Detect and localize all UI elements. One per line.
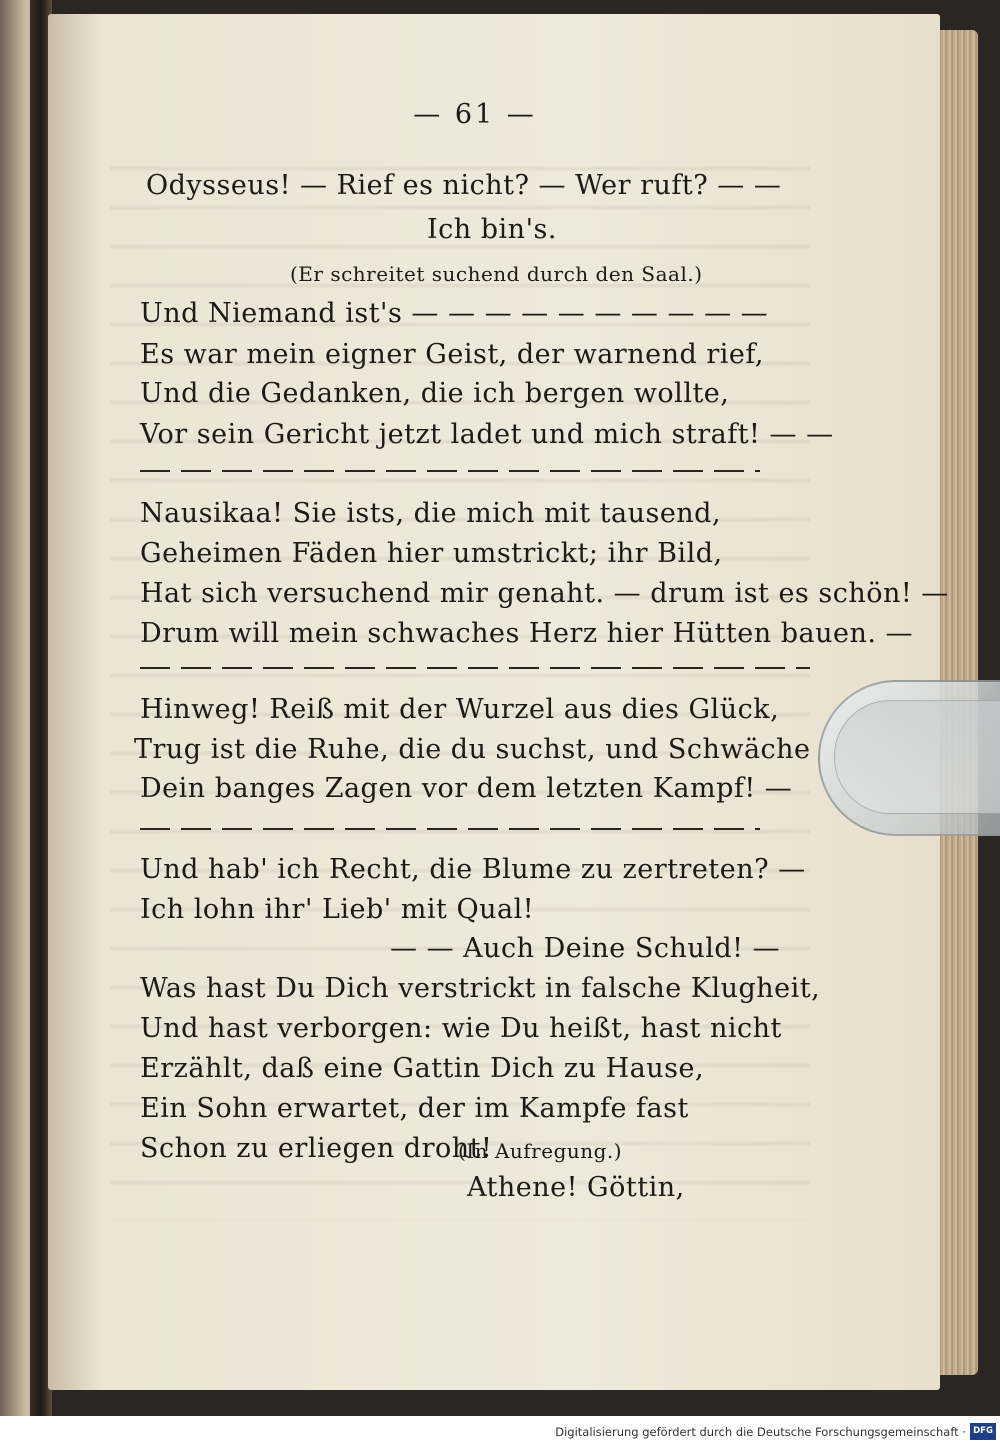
verse-line: Es war mein eigner Geist, der warnend rief, xyxy=(140,339,764,370)
verse-line: Athene! Göttin, xyxy=(467,1172,685,1203)
verse-line: — — Auch Deine Schuld! — xyxy=(390,933,781,964)
page-number: — 61 — xyxy=(413,99,537,130)
verse-line: Dein banges Zagen vor dem letzten Kampf! — xyxy=(140,773,793,804)
dash-divider xyxy=(140,470,760,472)
verse-line: Ich lohn ihr' Lieb' mit Qual! xyxy=(140,894,535,925)
verse-line: Und die Gedanken, die ich bergen wollte, xyxy=(140,378,730,409)
digitization-footer xyxy=(0,1416,1000,1448)
verse-line: Drum will mein schwaches Herz hier Hütten bauen. — xyxy=(140,618,914,649)
verse-line: Nausikaa! Sie ists, die mich mit tausend, xyxy=(140,498,722,529)
verse-line: Und hab' ich Recht, die Blume zu zertreten? — xyxy=(140,854,806,885)
page-clip-inner xyxy=(834,700,1000,814)
dash-divider xyxy=(140,828,760,830)
verse-line: Und Niemand ist's — — — — — — — — — — xyxy=(140,298,769,329)
verse-line: Erzählt, daß eine Gattin Dich zu Hause, xyxy=(140,1053,705,1084)
verse-line: Was hast Du Dich verstrickt in falsche Klugheit, xyxy=(140,973,821,1004)
verse-line: Vor sein Gericht jetzt ladet und mich straft! — — xyxy=(140,419,834,450)
funding-credit: Digitalisierung gefördert durch die Deutsche Forschungsgemeinschaft · xyxy=(555,1425,966,1439)
verse-line: Schon zu erliegen droht! xyxy=(140,1133,493,1164)
stage-direction: (In Aufregung.) xyxy=(458,1139,623,1163)
verse-line: Hinweg! Reiß mit der Wurzel aus dies Glück, xyxy=(140,694,780,725)
verse-line: Hat sich versuchend mir genaht. — drum ist es schön! — xyxy=(140,578,949,609)
verse-line: Trug ist die Ruhe, die du suchst, und Schwäche xyxy=(134,734,811,765)
verse-line: Ich bin's. xyxy=(427,214,557,245)
verse-line: Geheimen Fäden hier umstrickt; ihr Bild, xyxy=(140,538,723,569)
verse-line: Odysseus! — Rief es nicht? — Wer ruft? — — xyxy=(146,170,782,201)
dash-divider xyxy=(140,667,810,669)
page-clip xyxy=(818,680,1000,836)
verse-line: Ein Sohn erwartet, der im Kampfe fast xyxy=(140,1093,689,1124)
verse-line: Und hast verborgen: wie Du heißt, hast nicht xyxy=(140,1013,782,1044)
dfg-logo: DFG xyxy=(970,1423,996,1440)
stage-direction: (Er schreitet suchend durch den Saal.) xyxy=(290,262,703,286)
